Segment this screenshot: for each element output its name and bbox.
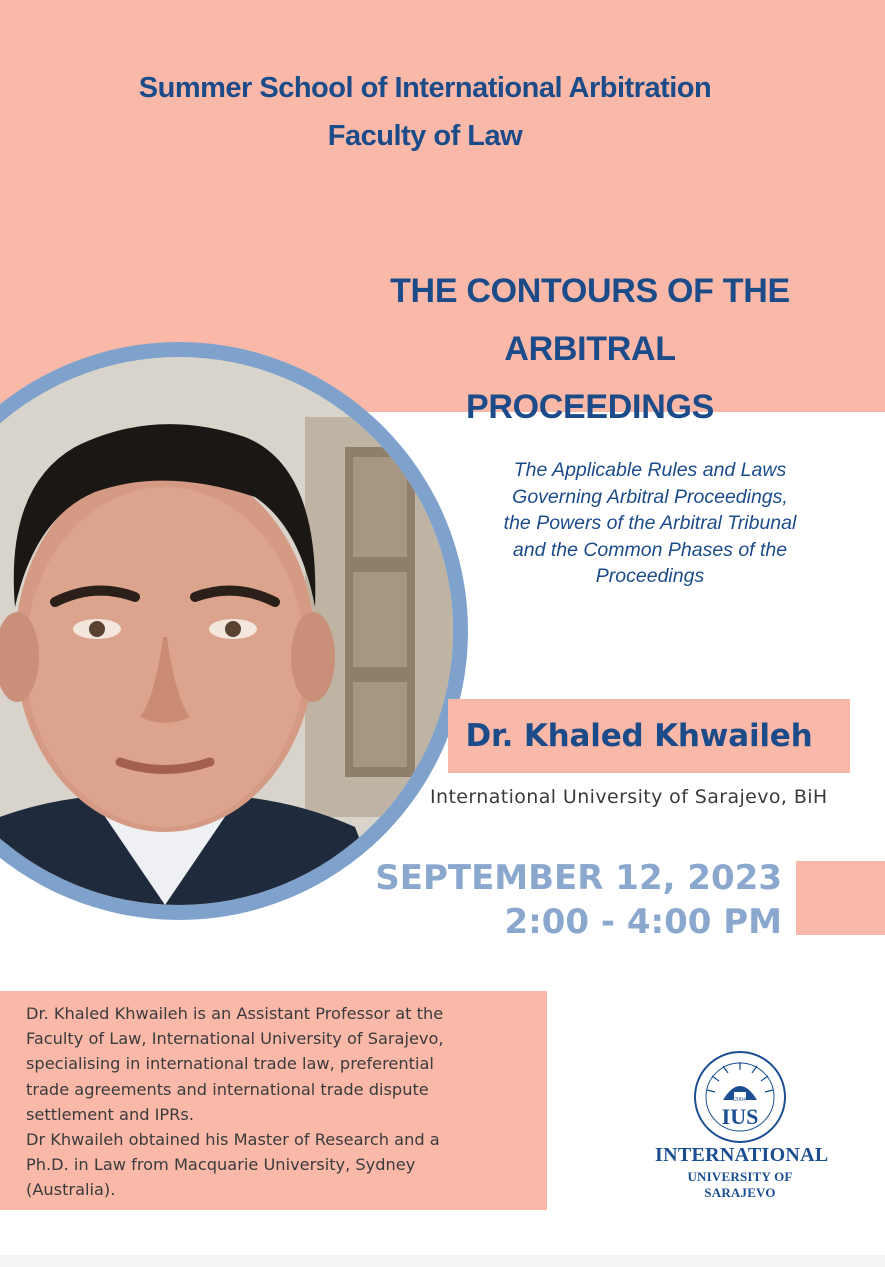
speaker-name-box	[448, 699, 850, 773]
subtitle-line: Proceedings	[595, 565, 705, 587]
university-logo	[655, 1050, 829, 1200]
bio-line: Dr. Khaled Khwaileh is an Assistant Professor at the	[26, 1004, 444, 1023]
talk-title	[320, 262, 860, 436]
subtitle-line: Governing Arbitral Proceedings,	[512, 485, 788, 508]
talk-title-line2: PROCEEDINGS	[466, 388, 714, 426]
faculty-name: Faculty of Law	[327, 120, 523, 152]
bio-line: trade agreements and international trade dispute	[26, 1079, 429, 1099]
event-time: 2:00 - 4:00 PM	[504, 902, 782, 942]
speaker-affiliation: International University of Sarajevo, BiH	[430, 786, 828, 808]
school-title	[0, 64, 850, 160]
subtitle-line: the Powers of the Arbitral Tribunal	[503, 512, 797, 534]
subtitle-line: and the Common Phases of the	[512, 538, 788, 561]
bio-line: Faculty of Law, International University of Sarajevo,	[26, 1029, 444, 1049]
bio-line: Ph.D. in Law from Macquarie University, Sydney	[26, 1155, 416, 1175]
bottom-strip	[0, 1255, 885, 1267]
bio-line: Dr Khwaileh obtained his Master of Research and a	[26, 1130, 440, 1150]
school-name: Summer School of International Arbitration	[138, 72, 712, 104]
svg-text:2004: 2004	[734, 1097, 746, 1103]
bio-line: settlement and IPRs.	[26, 1104, 194, 1124]
svg-text:IUS: IUS	[721, 1104, 759, 1129]
event-date: SEPTEMBER 12, 2023	[375, 858, 782, 898]
bio-line: (Australia).	[26, 1180, 116, 1200]
subtitle-line: The Applicable Rules and Laws	[513, 459, 787, 481]
talk-title-line1: THE CONTOURS OF THE ARBITRAL	[390, 272, 790, 368]
talk-subtitle	[470, 457, 830, 590]
date-accent-block	[796, 861, 885, 935]
logo-text-line2: UNIVERSITY OF SARAJEVO	[687, 1169, 793, 1200]
logo-text-line1: INTERNATIONAL	[655, 1144, 829, 1166]
bio-line: specialising in international trade law, preferential	[26, 1054, 434, 1074]
university-seal-icon	[693, 1050, 787, 1144]
speaker-bio	[26, 1001, 541, 1203]
event-datetime	[330, 856, 782, 944]
speaker-name: Dr. Khaled Khwaileh	[465, 718, 813, 754]
